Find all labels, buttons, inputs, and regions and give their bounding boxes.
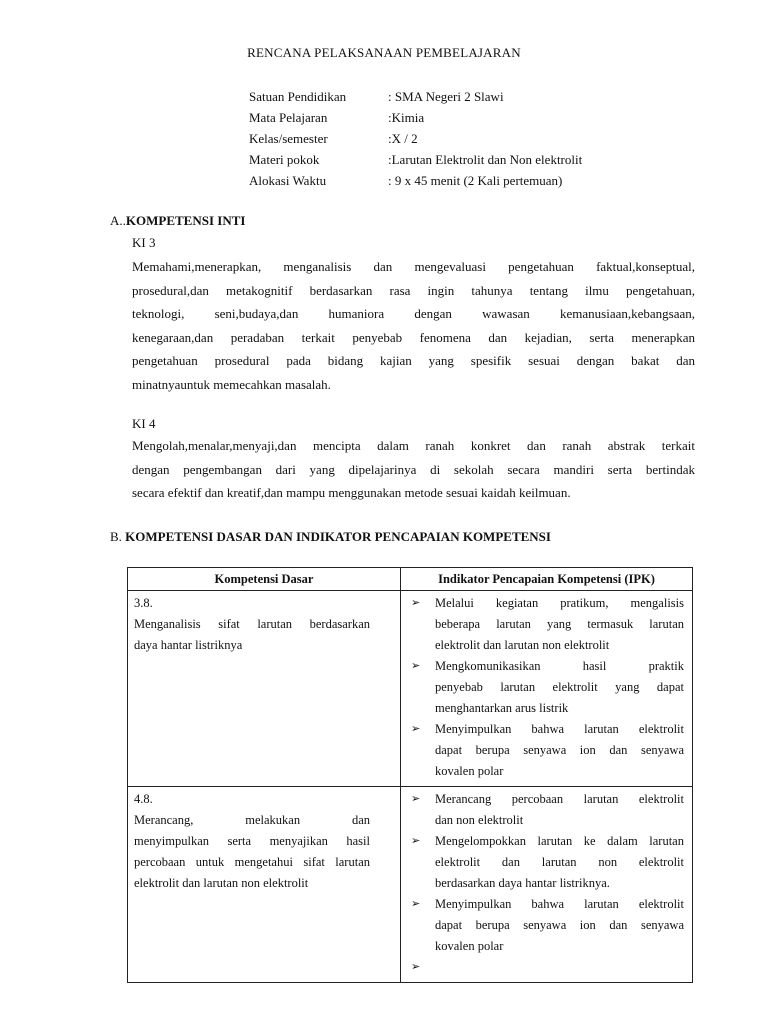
meta-value: :Larutan Elektrolit dan Non elektrolit <box>388 152 583 167</box>
ipk-cell <box>401 591 693 787</box>
table-header-row <box>128 568 693 591</box>
kd-cell <box>128 591 401 787</box>
ipk-text <box>435 656 684 719</box>
ipk-content <box>401 787 692 982</box>
meta-label: Mata Pelajaran <box>249 110 328 125</box>
header-kompetensi-dasar: Kompetensi Dasar <box>128 568 401 591</box>
kd-description <box>134 810 370 894</box>
section-a-title: KOMPETENSI INTI <box>125 213 246 228</box>
competency-table <box>127 567 693 983</box>
paragraph-line: Memahami,menerapkan, menganalisis dan mengevaluasi pengetahuan faktual,konseptual, <box>132 259 695 274</box>
ipk-cell <box>401 787 693 983</box>
kd-number: 3.8. <box>134 596 153 610</box>
ipk-line: kovalen polar <box>435 939 504 953</box>
paragraph-line: minatnyauntuk memecahkan masalah. <box>132 376 331 392</box>
section-b-title: KOMPETENSI DASAR DAN INDIKATOR PENCAPAIAN KOMPETENSI <box>125 529 551 544</box>
arrowhead-bullet-icon: ➢ <box>411 597 421 609</box>
ipk-text <box>435 789 684 831</box>
ipk-line: dapat berupa senyawa ion dan senyawa <box>435 743 684 757</box>
ipk-line: penyebab larutan elektrolit yang dapat <box>435 680 684 694</box>
ipk-bullet <box>411 957 684 978</box>
meta-row <box>249 128 582 149</box>
arrowhead-bullet-icon: ➢ <box>411 835 421 847</box>
paragraph-line: prosedural,dan metakognitif berdasarkan rasa ingin tahunya tentang ilmu pengetahuan, <box>132 282 695 298</box>
meta-row <box>249 170 582 191</box>
kd-description <box>134 614 370 656</box>
meta-label: Kelas/semester <box>249 131 328 146</box>
ipk-line: Mengelompokkan larutan ke dalam larutan <box>435 834 684 848</box>
ipk-bullet <box>411 719 684 782</box>
ki4-paragraph <box>132 434 695 505</box>
arrowhead-bullet-icon: ➢ <box>411 723 421 735</box>
ipk-bullet <box>411 593 684 656</box>
ipk-bullet <box>411 789 684 831</box>
section-a-heading <box>110 213 245 229</box>
ipk-line: Menyimpulkan bahwa larutan elektrolit <box>435 897 684 911</box>
meta-value: :Kimia <box>388 110 425 125</box>
kd-line: elektrolit dan larutan non elektrolit <box>134 876 309 890</box>
ipk-line: menghantarkan arus listrik <box>435 701 569 715</box>
section-a-prefix: A.. <box>110 213 126 228</box>
ipk-line <box>435 957 684 978</box>
ipk-line: berdasarkan daya hantar listriknya. <box>435 876 610 890</box>
meta-row <box>249 107 582 128</box>
paragraph-line: Mengolah,menalar,menyaji,dan mencipta dalam ranah konkret dan ranah abstrak terkait <box>132 438 695 453</box>
ki3-paragraph <box>132 255 695 396</box>
ipk-line: Merancang percobaan larutan elektrolit <box>435 792 684 806</box>
ipk-line: Mengkomunikasikan hasil praktik <box>435 659 684 673</box>
meta-value: :X / 2 <box>388 131 418 146</box>
paragraph-line: pengetahuan prosedural pada bidang kajian yang spesifik sesuai dengan bakat dan <box>132 353 695 368</box>
ipk-content <box>401 591 692 786</box>
arrowhead-bullet-icon: ➢ <box>411 898 421 910</box>
table-row <box>128 787 693 983</box>
ki4-heading: KI 4 <box>132 416 156 431</box>
meta-row <box>249 149 582 170</box>
paragraph-line: dengan pengembangan dari yang dipelajarinya di sekolah secara mandiri serta bertindak <box>132 461 695 477</box>
meta-value: : 9 x 45 menit (2 Kali pertemuan) <box>388 173 563 188</box>
ipk-bullet <box>411 894 684 957</box>
arrowhead-bullet-icon: ➢ <box>411 793 421 805</box>
page-title: RENCANA PELAKSANAAN PEMBELAJARAN <box>247 45 521 60</box>
kd-line: Menganalisis sifat larutan berdasarkan <box>134 617 370 631</box>
kd-line: menyimpulkan serta menyajikan hasil <box>134 834 370 848</box>
ipk-text <box>435 593 684 656</box>
ipk-bullet <box>411 656 684 719</box>
kd-content <box>128 787 400 898</box>
table-row <box>128 591 693 787</box>
ipk-line: Melalui kegiatan pratikum, mengalisis <box>435 596 684 610</box>
ipk-line: dan non elektrolit <box>435 813 524 827</box>
header-ipk: Indikator Pencapaian Kompetensi (IPK) <box>401 568 693 591</box>
paragraph-line: teknologi, seni,budaya,dan humaniora dengan wawasan kemanusiaan,kebangsaan, <box>132 306 695 321</box>
ipk-line: kovalen polar <box>435 764 504 778</box>
ipk-text <box>435 894 684 957</box>
meta-row <box>249 86 582 107</box>
kd-line: percobaan untuk mengetahui sifat larutan <box>134 855 370 869</box>
ipk-line: Menyimpulkan bahwa larutan elektrolit <box>435 722 684 736</box>
kd-line: daya hantar listriknya <box>134 638 243 652</box>
meta-label: Materi pokok <box>249 152 320 167</box>
kd-line: Merancang, melakukan dan <box>134 813 370 827</box>
document-meta <box>249 86 582 191</box>
arrowhead-bullet-icon: ➢ <box>411 961 421 973</box>
ipk-text <box>435 719 684 782</box>
ipk-text <box>435 831 684 894</box>
kd-content <box>128 591 400 660</box>
arrowhead-bullet-icon: ➢ <box>411 660 421 672</box>
kd-number: 4.8. <box>134 792 153 806</box>
section-b-heading <box>110 529 551 545</box>
paragraph-line: kenegaraan,dan peradaban terkait penyebab fenomena dan kejadian, serta menerapkan <box>132 329 695 345</box>
ipk-line: dapat berupa senyawa ion dan senyawa <box>435 918 684 932</box>
ipk-text <box>435 957 684 978</box>
ipk-line: elektrolit dan larutan non elektrolit <box>435 855 684 869</box>
paragraph-line: secara efektif dan kreatif,dan mampu menggunakan metode sesuai kaidah keilmuan. <box>132 485 571 500</box>
section-b-prefix: B. <box>110 529 126 544</box>
ipk-bullet <box>411 831 684 894</box>
kd-cell <box>128 787 401 983</box>
meta-label: Alokasi Waktu <box>249 173 327 188</box>
ipk-line: beberapa larutan yang termasuk larutan <box>435 617 684 631</box>
meta-value: : SMA Negeri 2 Slawi <box>388 89 504 104</box>
ki3-heading: KI 3 <box>132 235 156 250</box>
ipk-line: elektrolit dan larutan non elektrolit <box>435 638 610 652</box>
meta-label: Satuan Pendidikan <box>249 89 347 104</box>
